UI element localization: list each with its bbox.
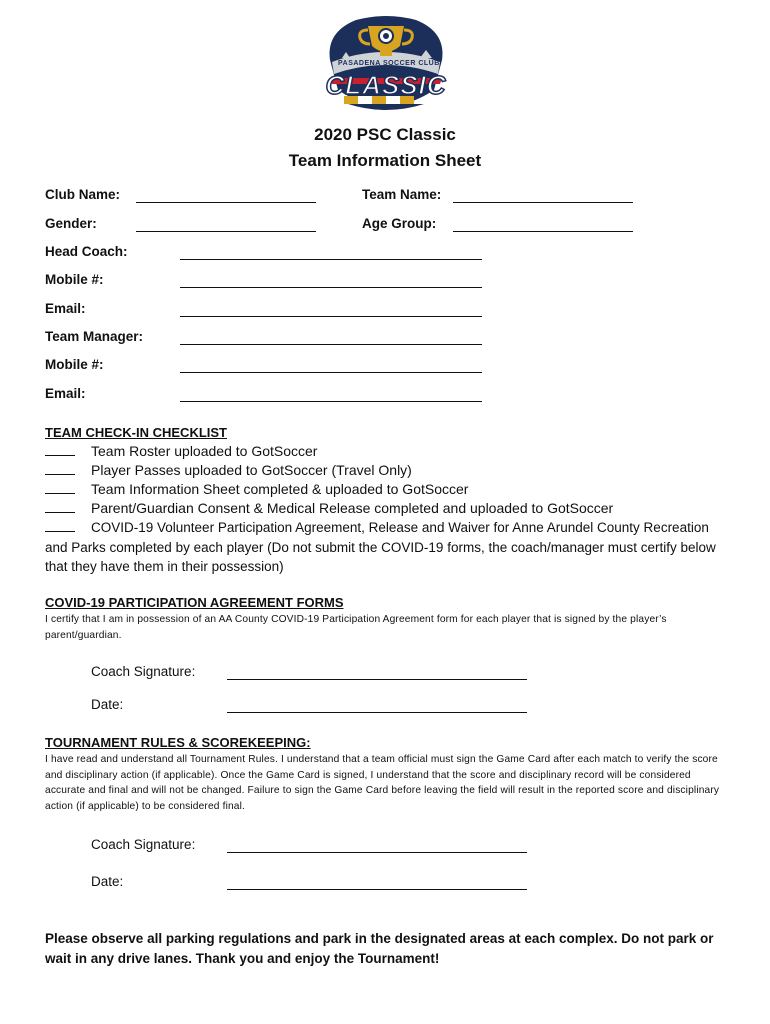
logo-word: CLASSIC (325, 70, 447, 100)
coach-email-label: Email: (45, 301, 86, 316)
coach-email-field[interactable] (180, 316, 482, 317)
checklist-item[interactable] (45, 481, 468, 497)
checklist-item-label: Player Passes uploaded to GotSoccer (Travel Only) (91, 462, 412, 478)
checkbox-blank[interactable] (45, 500, 75, 513)
manager-mobile-field[interactable] (180, 372, 482, 373)
parking-notice: Please observe all parking regulations and park in the designated areas at each complex. Do not park or wait in any drive lanes. Thank you and enjoy the Tournament! (45, 931, 714, 966)
logo-arc-text: PASADENA SOCCER CLUB (338, 60, 440, 67)
gender-label: Gender: (45, 216, 97, 231)
team-manager-label: Team Manager: (45, 329, 144, 344)
checkbox-blank[interactable] (45, 481, 75, 494)
checklist-continuation: and Parks completed by each player (Do not submit the COVID-19 forms, the coach/manager must certify below that they have them in their possession) (45, 540, 716, 574)
club-name-label: Club Name: (45, 187, 121, 202)
rules-coach-signature-field[interactable] (227, 852, 527, 853)
manager-mobile-label: Mobile #: (45, 357, 104, 372)
team-manager-field[interactable] (180, 344, 482, 345)
team-name-field[interactable] (453, 202, 633, 203)
coach-mobile-label: Mobile #: (45, 272, 104, 287)
age-group-field[interactable] (453, 231, 633, 232)
checklist-item[interactable] (45, 462, 412, 478)
rules-heading: TOURNAMENT RULES & SCOREKEEPING: (45, 735, 311, 750)
manager-email-field[interactable] (180, 401, 482, 402)
head-coach-label: Head Coach: (45, 244, 128, 259)
rules-date-label: Date: (91, 874, 124, 889)
checklist-item-label: Team Information Sheet completed & uploaded to GotSoccer (91, 481, 469, 497)
covid-date-field[interactable] (227, 712, 527, 713)
checkbox-blank[interactable] (45, 443, 75, 456)
gender-field[interactable] (136, 231, 316, 232)
checkbox-blank[interactable] (45, 519, 75, 532)
head-coach-field[interactable] (180, 259, 482, 260)
rules-date-field[interactable] (227, 889, 527, 890)
tournament-logo (316, 12, 456, 116)
checkbox-blank[interactable] (45, 462, 75, 475)
club-name-field[interactable] (136, 202, 316, 203)
rules-text: I have read and understand all Tournament Rules. I understand that a team official must sign the Game Card after each match to verify the score and disciplinary action (if applicable). Once the Game Card is signed, I understand that the score and disciplinary record will be considered accurate and final and will not be changed. Failure to sign the Game Card before leaving the field will result in the reported score and disciplinary action (if applicable) to be considered final. (45, 754, 720, 812)
checklist-item-label: Parent/Guardian Consent & Medical Release completed and uploaded to GotSoccer (91, 500, 614, 516)
page-title: 2020 PSC Classic (314, 125, 456, 144)
covid-date-label: Date: (91, 697, 124, 712)
manager-email-label: Email: (45, 386, 86, 401)
team-name-label: Team Name: (362, 187, 442, 202)
checklist-heading: TEAM CHECK-IN CHECKLIST (45, 425, 227, 440)
covid-coach-signature-field[interactable] (227, 679, 527, 680)
covid-coach-signature-label: Coach Signature: (91, 664, 196, 679)
coach-mobile-field[interactable] (180, 287, 482, 288)
page-subtitle: Team Information Sheet (288, 151, 482, 170)
age-group-label: Age Group: (362, 216, 437, 231)
checklist-item[interactable] (45, 500, 613, 516)
checklist-item-label: COVID-19 Volunteer Participation Agreement, Release and Waiver for Anne Arundel County Recreation (91, 520, 709, 535)
covid-heading: COVID-19 PARTICIPATION AGREEMENT FORMS (45, 595, 344, 610)
rules-coach-signature-label: Coach Signature: (91, 837, 196, 852)
checklist-item[interactable] (45, 443, 317, 459)
covid-certification-text: I certify that I am in possession of an AA County COVID-19 Participation Agreement form for each player that is signed by the player’s parent/guardian. (45, 614, 667, 641)
checklist-item[interactable] (45, 519, 709, 535)
checklist-item-label: Team Roster uploaded to GotSoccer (91, 443, 318, 459)
